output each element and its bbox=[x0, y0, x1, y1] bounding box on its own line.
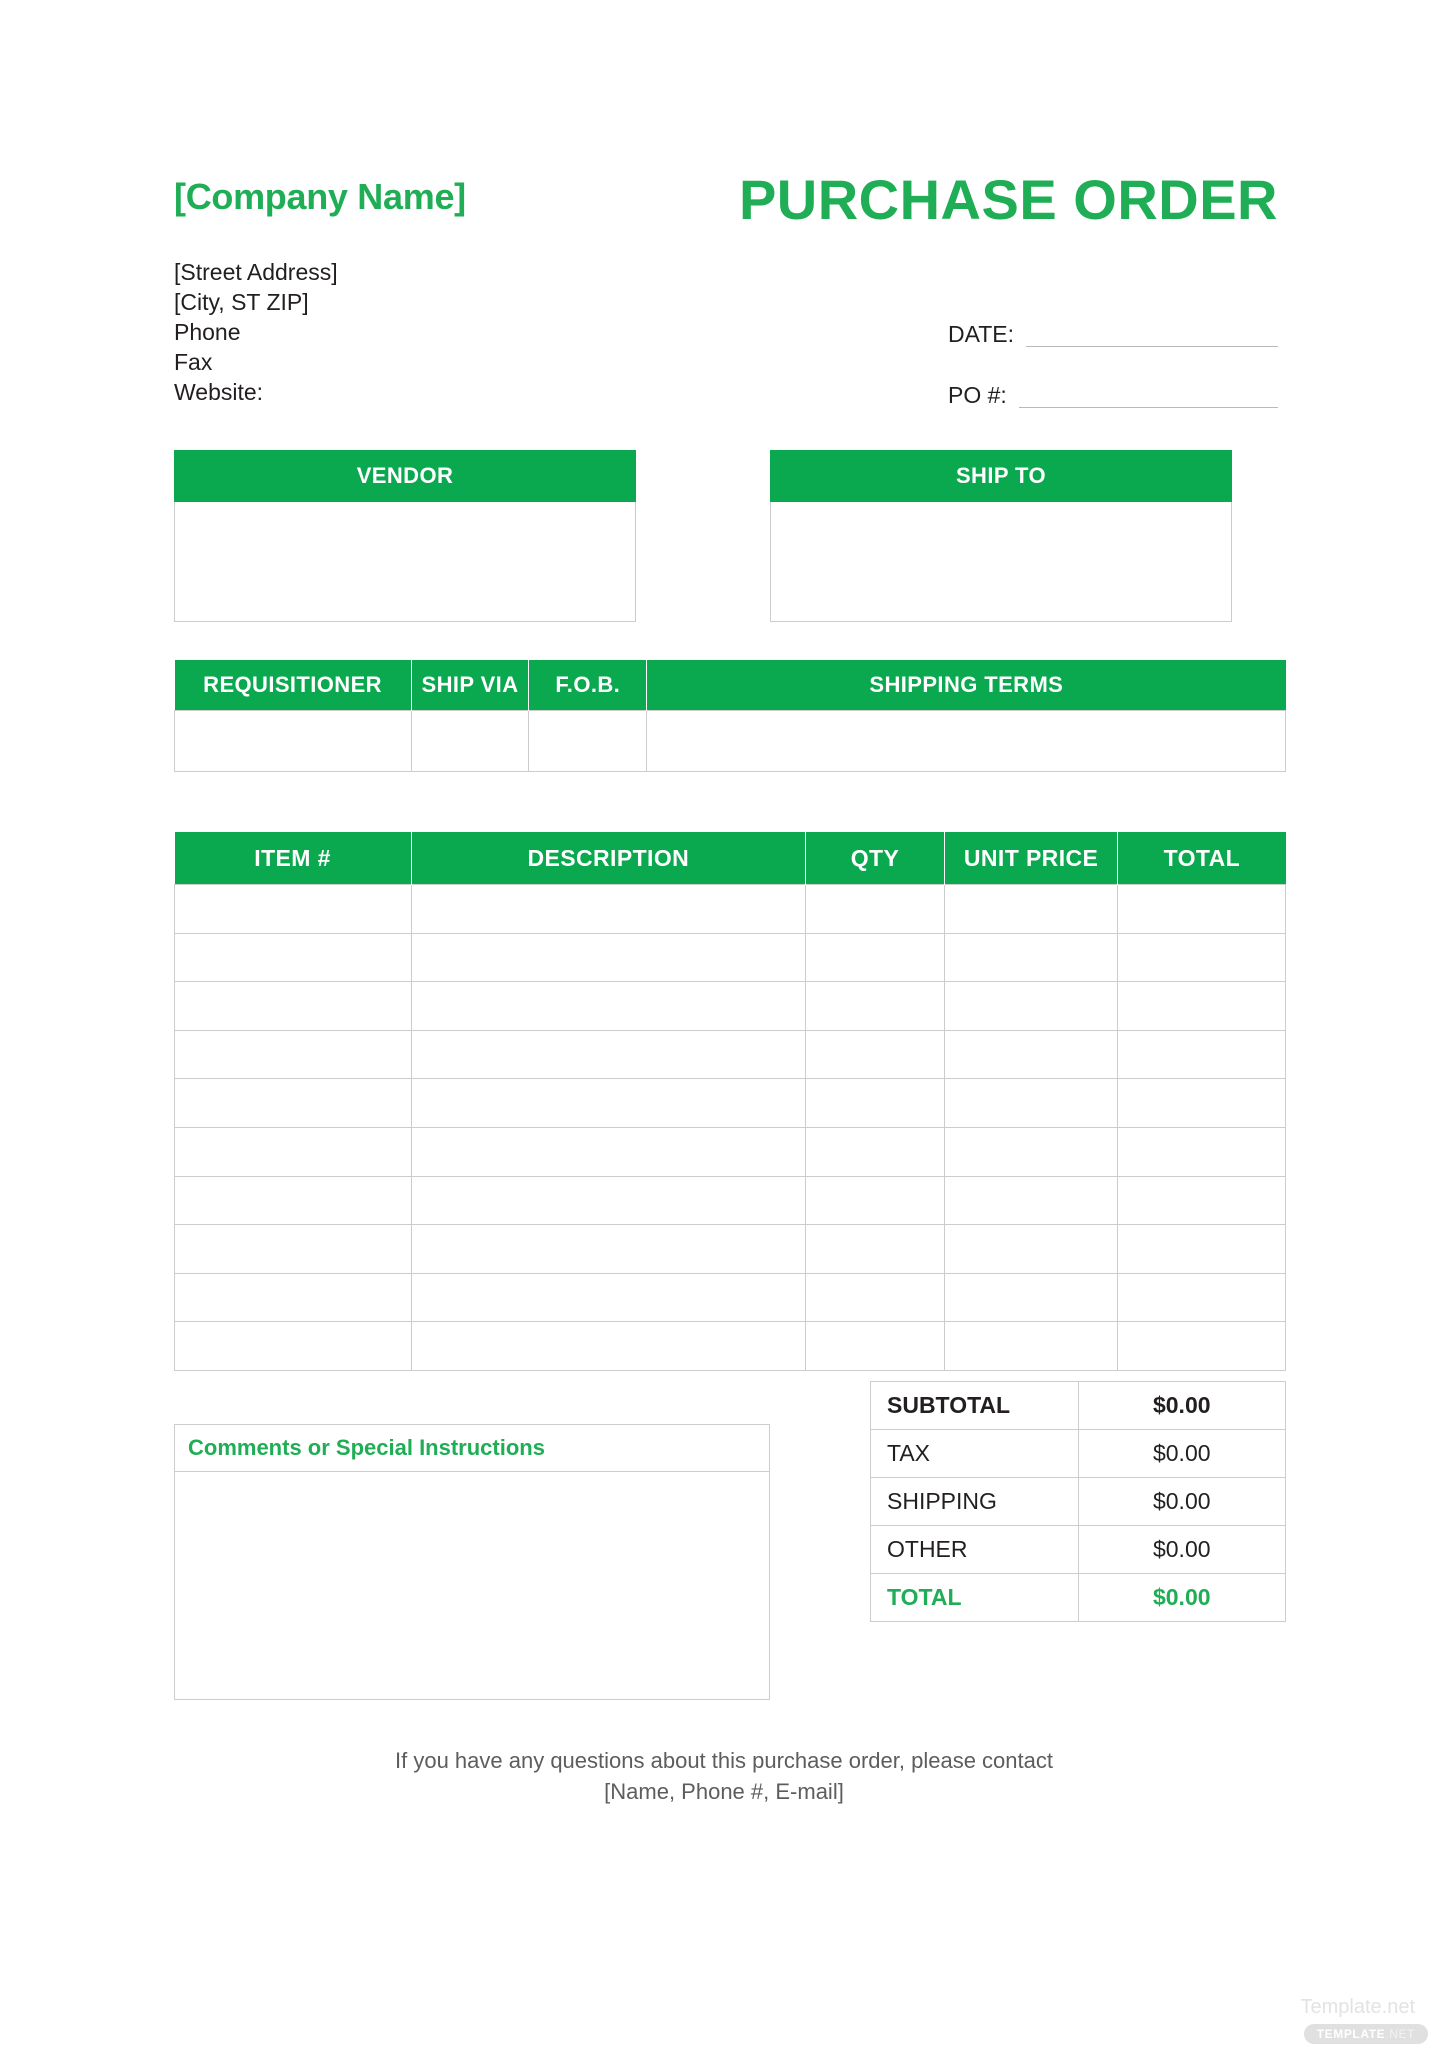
qty-cell[interactable] bbox=[806, 1273, 945, 1322]
unit-price-cell[interactable] bbox=[944, 933, 1117, 982]
vendor-input[interactable] bbox=[174, 502, 636, 622]
unit-price-cell[interactable] bbox=[944, 982, 1117, 1031]
requisition-row bbox=[175, 711, 1286, 772]
line-items-header-qty: QTY bbox=[806, 832, 945, 885]
other-value[interactable]: $0.00 bbox=[1078, 1526, 1286, 1574]
total-cell[interactable] bbox=[1118, 1273, 1286, 1322]
subtotal-value[interactable]: $0.00 bbox=[1078, 1382, 1286, 1430]
footer-line-1: If you have any questions about this purchase order, please contact bbox=[395, 1748, 1053, 1773]
qty-cell[interactable] bbox=[806, 1079, 945, 1128]
shipping-terms-input[interactable] bbox=[647, 711, 1286, 772]
item-number-cell[interactable] bbox=[175, 885, 412, 934]
table-row bbox=[175, 1127, 1286, 1176]
total-cell[interactable] bbox=[1118, 1322, 1286, 1371]
qty-cell[interactable] bbox=[806, 933, 945, 982]
comments-box bbox=[174, 1424, 770, 1700]
ship-to-input[interactable] bbox=[770, 502, 1232, 622]
total-cell[interactable] bbox=[1118, 982, 1286, 1031]
requisition-header-requisitioner: REQUISITIONER bbox=[175, 660, 412, 711]
company-city-state-zip: [City, ST ZIP] bbox=[174, 289, 309, 315]
unit-price-cell[interactable] bbox=[944, 1225, 1117, 1274]
tax-label: TAX bbox=[871, 1430, 1079, 1478]
table-row bbox=[175, 982, 1286, 1031]
table-row bbox=[175, 1273, 1286, 1322]
description-cell[interactable] bbox=[411, 933, 805, 982]
table-row bbox=[175, 1176, 1286, 1225]
table-row bbox=[175, 1079, 1286, 1128]
total-cell[interactable] bbox=[1118, 1030, 1286, 1079]
table-row bbox=[175, 885, 1286, 934]
unit-price-cell[interactable] bbox=[944, 1127, 1117, 1176]
unit-price-cell[interactable] bbox=[944, 1079, 1117, 1128]
qty-cell[interactable] bbox=[806, 1030, 945, 1079]
watermark-text: Template.net bbox=[1300, 1996, 1415, 2018]
qty-cell[interactable] bbox=[806, 1322, 945, 1371]
totals-row-total bbox=[871, 1574, 1286, 1622]
comments-input[interactable] bbox=[175, 1472, 769, 1699]
qty-cell[interactable] bbox=[806, 1225, 945, 1274]
footer-line-2: [Name, Phone #, E-mail] bbox=[604, 1779, 844, 1804]
page-title: PURCHASE ORDER bbox=[738, 168, 1278, 231]
tax-value[interactable]: $0.00 bbox=[1078, 1430, 1286, 1478]
item-number-cell[interactable] bbox=[175, 982, 412, 1031]
grand-total-label: TOTAL bbox=[871, 1574, 1079, 1622]
po-number-field-row bbox=[948, 382, 1278, 408]
vendor-header: VENDOR bbox=[174, 450, 636, 502]
line-items-header-unit-price: UNIT PRICE bbox=[944, 832, 1117, 885]
description-cell[interactable] bbox=[411, 1030, 805, 1079]
qty-cell[interactable] bbox=[806, 1127, 945, 1176]
table-row bbox=[175, 1322, 1286, 1371]
company-contact-block bbox=[174, 257, 338, 407]
table-row bbox=[175, 1225, 1286, 1274]
grand-total-value[interactable]: $0.00 bbox=[1078, 1574, 1286, 1622]
line-items-header-description: DESCRIPTION bbox=[411, 832, 805, 885]
requisition-header-fob: F.O.B. bbox=[529, 660, 647, 711]
fob-input[interactable] bbox=[529, 711, 647, 772]
unit-price-cell[interactable] bbox=[944, 1273, 1117, 1322]
company-phone: Phone bbox=[174, 319, 241, 345]
item-number-cell[interactable] bbox=[175, 1079, 412, 1128]
shipping-value[interactable]: $0.00 bbox=[1078, 1478, 1286, 1526]
shipping-label: SHIPPING bbox=[871, 1478, 1079, 1526]
comments-title: Comments or Special Instructions bbox=[175, 1425, 769, 1472]
item-number-cell[interactable] bbox=[175, 1273, 412, 1322]
line-items-header-total: TOTAL bbox=[1118, 832, 1286, 885]
requisition-header-shipping-terms: SHIPPING TERMS bbox=[647, 660, 1286, 711]
totals-row-tax bbox=[871, 1430, 1286, 1478]
subtotal-label: SUBTOTAL bbox=[871, 1382, 1079, 1430]
item-number-cell[interactable] bbox=[175, 933, 412, 982]
description-cell[interactable] bbox=[411, 1079, 805, 1128]
company-street-address: [Street Address] bbox=[174, 259, 338, 285]
item-number-cell[interactable] bbox=[175, 1030, 412, 1079]
total-cell[interactable] bbox=[1118, 885, 1286, 934]
line-items-body bbox=[175, 885, 1286, 1371]
line-items-table bbox=[174, 832, 1286, 1371]
totals-row-other bbox=[871, 1526, 1286, 1574]
ship-to-header: SHIP TO bbox=[770, 450, 1232, 502]
total-cell[interactable] bbox=[1118, 1225, 1286, 1274]
description-cell[interactable] bbox=[411, 1273, 805, 1322]
qty-cell[interactable] bbox=[806, 1176, 945, 1225]
item-number-cell[interactable] bbox=[175, 1176, 412, 1225]
ship-via-input[interactable] bbox=[411, 711, 529, 772]
watermark-badge-light: .NET bbox=[1385, 2027, 1415, 2041]
footer-contact-note bbox=[0, 1745, 1448, 1807]
watermark-badge bbox=[1304, 2024, 1428, 2044]
qty-cell[interactable] bbox=[806, 982, 945, 1031]
totals-row-subtotal bbox=[871, 1382, 1286, 1430]
line-items-header-row bbox=[175, 832, 1286, 885]
company-website: Website: bbox=[174, 379, 264, 405]
date-input[interactable] bbox=[1026, 322, 1278, 347]
requisitioner-input[interactable] bbox=[175, 711, 412, 772]
qty-cell[interactable] bbox=[806, 885, 945, 934]
unit-price-cell[interactable] bbox=[944, 1322, 1117, 1371]
description-cell[interactable] bbox=[411, 1322, 805, 1371]
total-cell[interactable] bbox=[1118, 1127, 1286, 1176]
description-cell[interactable] bbox=[411, 1176, 805, 1225]
requisition-header-row bbox=[175, 660, 1286, 711]
description-cell[interactable] bbox=[411, 982, 805, 1031]
table-row bbox=[175, 933, 1286, 982]
description-cell[interactable] bbox=[411, 885, 805, 934]
unit-price-cell[interactable] bbox=[944, 1030, 1117, 1079]
vendor-box bbox=[174, 450, 636, 622]
po-number-input[interactable] bbox=[1019, 383, 1278, 408]
requisition-header-ship-via: SHIP VIA bbox=[411, 660, 529, 711]
description-cell[interactable] bbox=[411, 1225, 805, 1274]
totals-table bbox=[870, 1381, 1286, 1622]
ship-to-box bbox=[770, 450, 1232, 622]
totals-row-shipping bbox=[871, 1478, 1286, 1526]
document-header bbox=[174, 168, 1286, 408]
item-number-cell[interactable] bbox=[175, 1322, 412, 1371]
other-label: OTHER bbox=[871, 1526, 1079, 1574]
date-label: DATE: bbox=[948, 321, 1015, 347]
requisition-table bbox=[174, 660, 1286, 772]
company-name: [Company Name] bbox=[174, 176, 466, 217]
item-number-cell[interactable] bbox=[175, 1225, 412, 1274]
total-cell[interactable] bbox=[1118, 1176, 1286, 1225]
line-items-header-item-number: ITEM # bbox=[175, 832, 412, 885]
table-row bbox=[175, 1030, 1286, 1079]
unit-price-cell[interactable] bbox=[944, 1176, 1117, 1225]
total-cell[interactable] bbox=[1118, 933, 1286, 982]
item-number-cell[interactable] bbox=[175, 1127, 412, 1176]
total-cell[interactable] bbox=[1118, 1079, 1286, 1128]
date-field-row bbox=[948, 321, 1278, 347]
watermark-badge-bold: TEMPLATE bbox=[1316, 2027, 1386, 2041]
unit-price-cell[interactable] bbox=[944, 885, 1117, 934]
description-cell[interactable] bbox=[411, 1127, 805, 1176]
company-fax: Fax bbox=[174, 349, 213, 375]
po-number-label: PO #: bbox=[948, 382, 1007, 408]
